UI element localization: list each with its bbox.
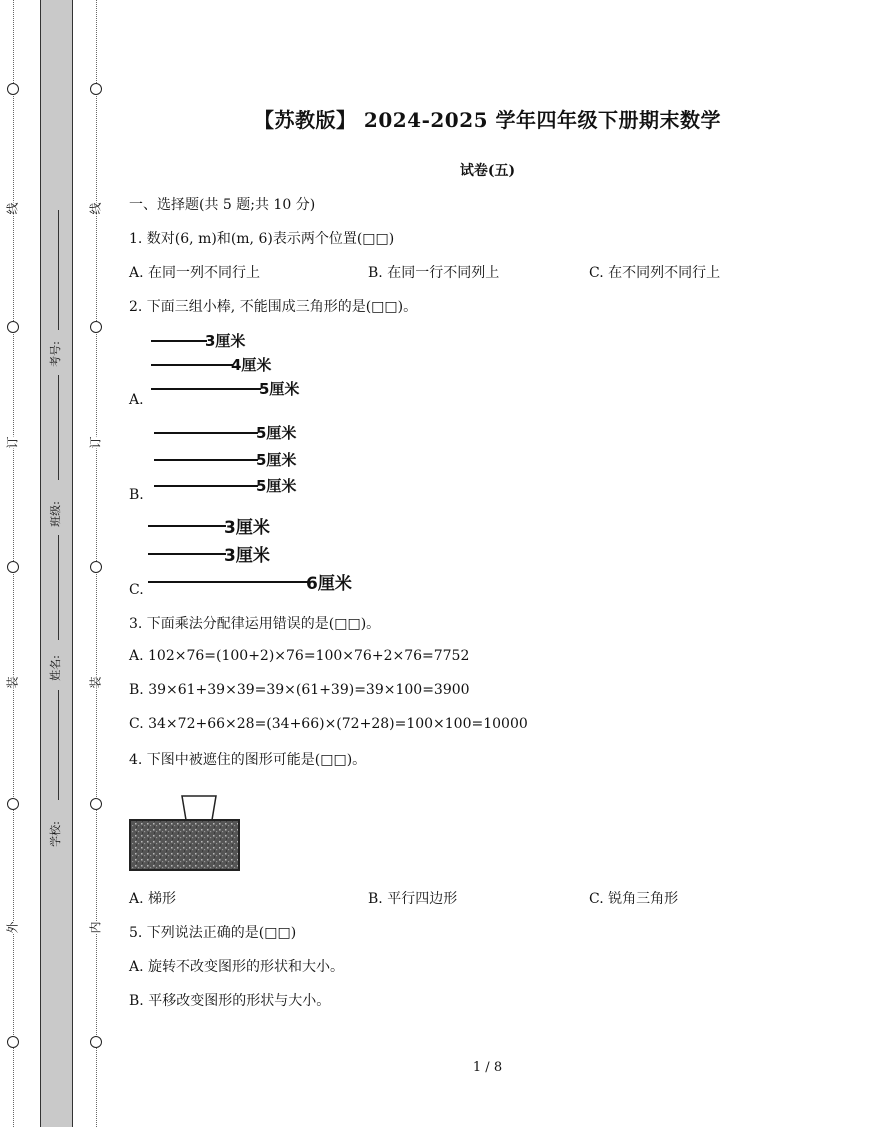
stick-line bbox=[154, 485, 258, 487]
stick-length-label: 5厘米 bbox=[259, 380, 300, 398]
binding-hole bbox=[90, 83, 102, 95]
class-label: 班级: bbox=[48, 501, 62, 527]
q4-option-a: A. 梯形 bbox=[129, 891, 177, 907]
field-underline bbox=[58, 690, 59, 800]
binding-char: 内 bbox=[86, 921, 105, 933]
stick bbox=[154, 475, 296, 496]
q5-option-b: B. 平移改变图形的形状与大小。 bbox=[129, 993, 331, 1009]
stick-line bbox=[151, 388, 261, 390]
stick-line bbox=[151, 364, 233, 366]
q3-option-b: B. 39×61+39×39=39×(61+39)=39×100=3900 bbox=[129, 682, 470, 698]
q2-option-a: A. bbox=[129, 392, 144, 408]
binding-hole bbox=[7, 83, 19, 95]
binding-hole bbox=[7, 798, 19, 810]
binding-hole bbox=[7, 1036, 19, 1048]
page-title: 【苏教版】 2024-2025 学年四年级下册期末数学 bbox=[253, 108, 722, 132]
question-5: 5. 下列说法正确的是(□□) bbox=[129, 925, 297, 941]
stick-length-label: 3厘米 bbox=[205, 332, 246, 350]
question-4: 4. 下图中被遮住的图形可能是(□□)。 bbox=[129, 752, 367, 768]
q3-option-a: A. 102×76=(100+2)×76=100×76+2×76=7752 bbox=[129, 648, 470, 664]
binding-hole bbox=[7, 321, 19, 333]
binding-char: 装 bbox=[3, 676, 22, 688]
binding-char: 订 bbox=[86, 436, 105, 448]
stick bbox=[151, 330, 245, 351]
stick-line bbox=[154, 432, 258, 434]
stick bbox=[151, 354, 271, 375]
field-underline bbox=[58, 210, 59, 330]
stick bbox=[148, 541, 270, 566]
binding-hole bbox=[7, 561, 19, 573]
cover-block bbox=[130, 820, 239, 870]
stick-line bbox=[148, 553, 226, 555]
partial-shape bbox=[182, 796, 216, 820]
stick-length-label: 6厘米 bbox=[306, 574, 352, 594]
stick-line bbox=[154, 459, 258, 461]
binding-hole bbox=[90, 1036, 102, 1048]
field-underline bbox=[58, 535, 59, 640]
binding-char: 外 bbox=[3, 921, 22, 933]
stick-length-label: 5厘米 bbox=[256, 477, 297, 495]
page-number: 1 / 8 bbox=[472, 1060, 503, 1075]
q2-option-c: C. bbox=[129, 582, 144, 598]
hidden-shape-figure bbox=[128, 780, 242, 874]
q3-option-c: C. 34×72+66×28=(34+66)×(72+28)=100×100=10000 bbox=[129, 716, 528, 732]
binding-hole bbox=[90, 798, 102, 810]
school-label: 学校: bbox=[48, 821, 62, 847]
question-2: 2. 下面三组小棒, 不能围成三角形的是(□□)。 bbox=[129, 299, 418, 315]
section-heading: 一、选择题(共 5 题;共 10 分) bbox=[129, 197, 316, 213]
binding-hole bbox=[90, 561, 102, 573]
stick-line bbox=[148, 581, 308, 583]
binding-char: 订 bbox=[3, 436, 22, 448]
stick-length-label: 5厘米 bbox=[256, 451, 297, 469]
stick bbox=[148, 513, 270, 538]
stick bbox=[151, 378, 299, 399]
stick-length-label: 4厘米 bbox=[231, 356, 272, 374]
stick-length-label: 3厘米 bbox=[224, 546, 270, 566]
stick bbox=[154, 422, 296, 443]
name-label: 姓名: bbox=[48, 655, 62, 681]
exam-number-label: 考号: bbox=[48, 341, 62, 367]
q1-option-a: A. 在同一列不同行上 bbox=[129, 265, 261, 281]
binding-char: 线 bbox=[86, 202, 105, 214]
q4-option-b: B. 平行四边形 bbox=[368, 891, 458, 907]
q1-option-b: B. 在同一行不同列上 bbox=[368, 265, 500, 281]
stick-line bbox=[151, 340, 207, 342]
field-underline bbox=[58, 375, 59, 480]
q1-option-c: C. 在不同列不同行上 bbox=[589, 265, 721, 281]
stick-length-label: 3厘米 bbox=[224, 518, 270, 538]
binding-char: 线 bbox=[3, 202, 22, 214]
page-subtitle: 试卷(五) bbox=[459, 163, 516, 179]
q4-option-c: C. 锐角三角形 bbox=[589, 891, 679, 907]
stick bbox=[148, 569, 352, 594]
question-3: 3. 下面乘法分配律运用错误的是(□□)。 bbox=[129, 616, 381, 632]
q5-option-a: A. 旋转不改变图形的形状和大小。 bbox=[129, 959, 345, 975]
stick-line bbox=[148, 525, 226, 527]
q2-option-b: B. bbox=[129, 487, 144, 503]
binding-hole bbox=[90, 321, 102, 333]
stick bbox=[154, 449, 296, 470]
stick-length-label: 5厘米 bbox=[256, 424, 297, 442]
question-1: 1. 数对(6, m)和(m, 6)表示两个位置(□□) bbox=[129, 231, 395, 247]
binding-char: 装 bbox=[86, 676, 105, 688]
